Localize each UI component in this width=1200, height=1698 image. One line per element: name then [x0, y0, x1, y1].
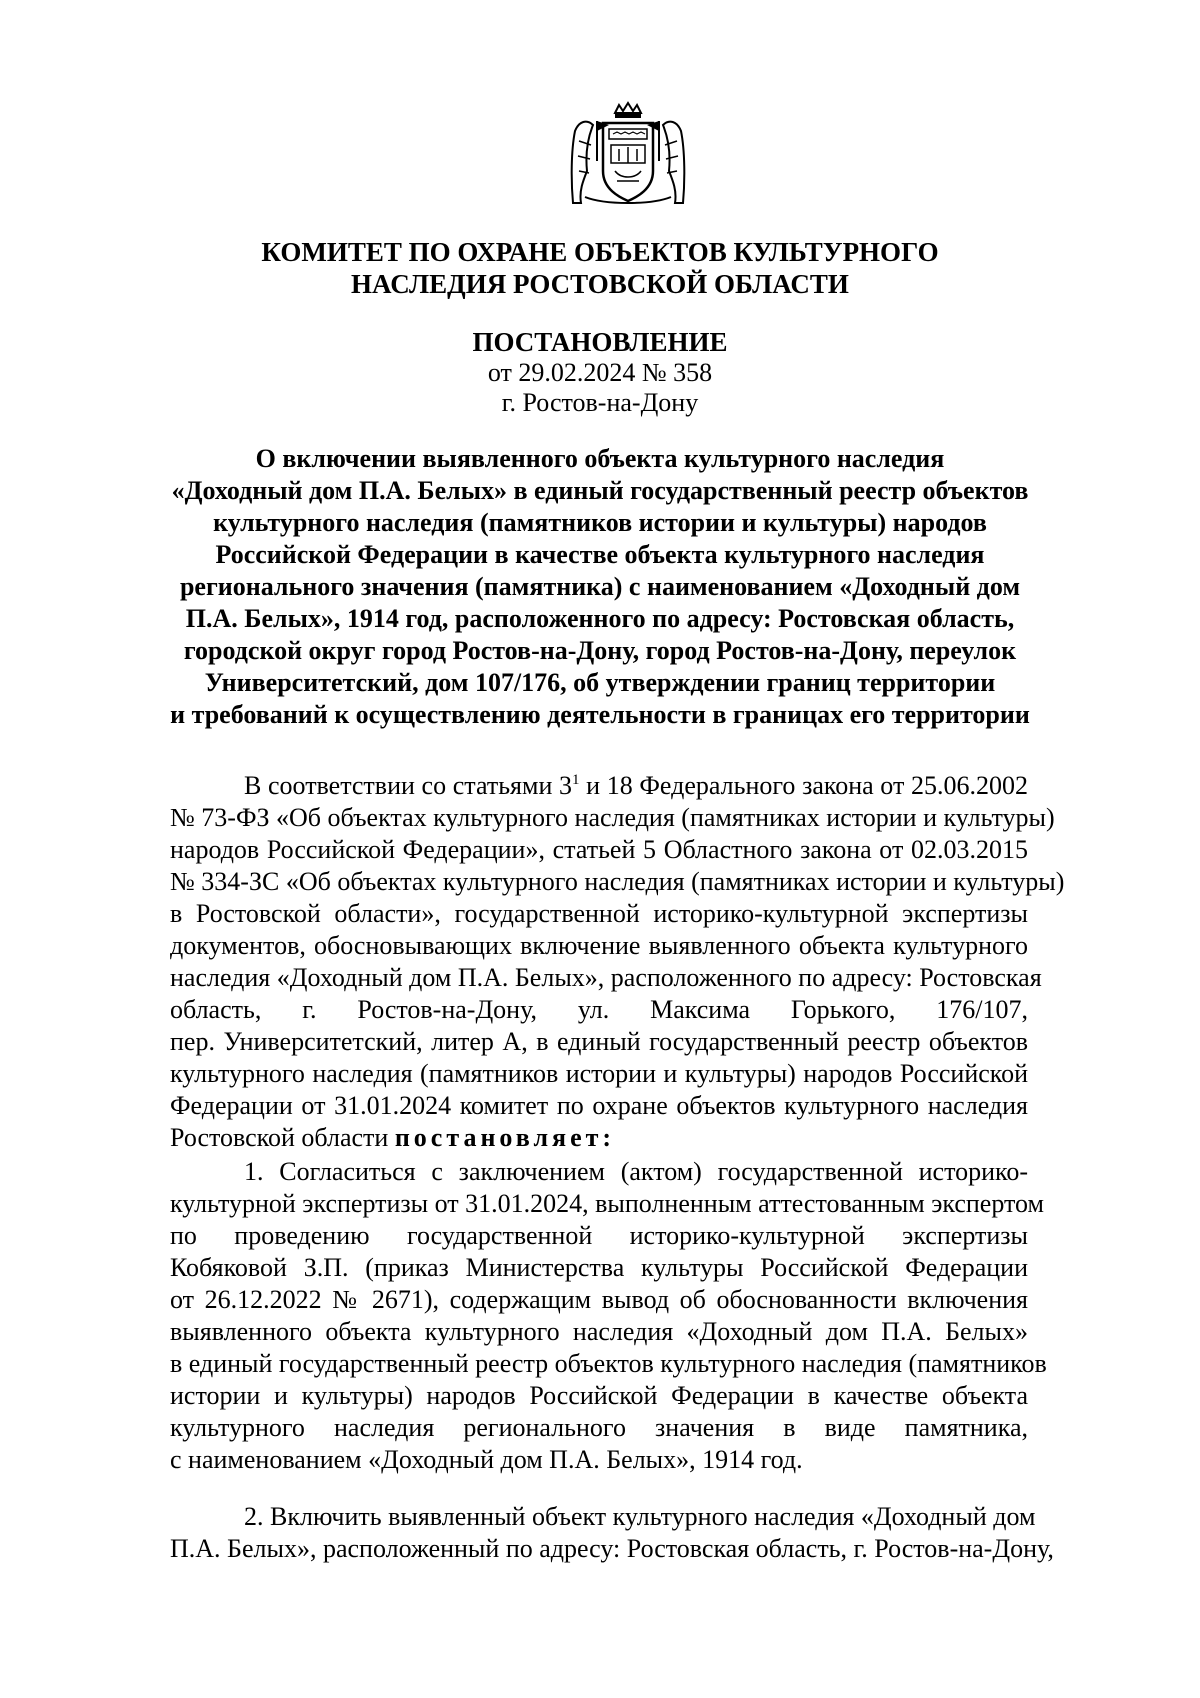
- clause-1: [170, 1156, 1047, 1476]
- clause-line: Кобяковой З.П. (приказ Министерства культуры Российской Федерации: [170, 1253, 1028, 1282]
- decree-city: г. Ростов-на-Дону: [501, 388, 699, 417]
- clause-line: 2. Включить выявленный объект культурного наследия «Доходный дом: [244, 1502, 1036, 1531]
- preamble-line: [170, 770, 1028, 802]
- resolves-word: постановляет:: [394, 1123, 616, 1152]
- preamble-line: документов, обосновывающих включение выявленного объекта культурного: [170, 931, 1028, 960]
- superscript-marker: 1: [572, 772, 580, 788]
- clause-line: выявленного объекта культурного наследия «Доходный дом П.А. Белых»: [170, 1317, 1028, 1346]
- subject-line: и требований к осуществлению деятельности в границах его территории: [170, 700, 1030, 729]
- preamble-text: и 18 Федерального закона от 25.06.2002: [579, 771, 1028, 800]
- clause-line: 1. Согласиться с заключением (актом) государственной историко-: [244, 1157, 1028, 1186]
- committee-line-2: НАСЛЕДИЯ РОСТОВСКОЙ ОБЛАСТИ: [351, 269, 849, 299]
- preamble-line: культурного наследия (памятников истории и культуры) народов Российской: [170, 1059, 1028, 1088]
- preamble-text: Ростовской области: [170, 1123, 395, 1152]
- subject-line: Университетский, дом 107/176, об утверждении границ территории: [204, 668, 996, 697]
- preamble-line: пер. Университетский, литер А, в единый государственный реестр объектов: [170, 1027, 1028, 1056]
- preamble-paragraph: [170, 770, 1065, 1154]
- clause-line: П.А. Белых», расположенный по адресу: Ростовская область, г. Ростов-на-Дону,: [170, 1534, 1054, 1563]
- decree-meta: [170, 358, 1030, 418]
- clause-line: в единый государственный реестр объектов культурного наследия (памятников: [170, 1349, 1047, 1378]
- preamble-line: область, г. Ростов-на-Дону, ул. Максима Горького, 176/107,: [170, 995, 1028, 1024]
- preamble-line: Федерации от 31.01.2024 комитет по охране объектов культурного наследия: [170, 1091, 1028, 1120]
- clause-line: с наименованием «Доходный дом П.А. Белых», 1914 год.: [170, 1445, 803, 1474]
- decree-subject: [165, 443, 1035, 731]
- preamble-line: наследия «Доходный дом П.А. Белых», расположенного по адресу: Ростовская: [170, 963, 1042, 992]
- subject-line: О включении выявленного объекта культурного наследия: [255, 444, 945, 473]
- clause-line: истории и культуры) народов Российской Федерации в качестве объекта: [170, 1381, 1028, 1410]
- preamble-text: В соответствии со статьями 3: [244, 771, 573, 800]
- coat-of-arms-emblem: [565, 101, 691, 209]
- document-type: ПОСТАНОВЛЕНИЕ: [472, 327, 728, 357]
- clause-line: по проведению государственной историко-культурной экспертизы: [170, 1221, 1028, 1250]
- subject-line: «Доходный дом П.А. Белых» в единый государственный реестр объектов: [171, 476, 1029, 505]
- subject-line: культурного наследия (памятников истории и культуры) народов: [213, 508, 987, 537]
- preamble-line: № 73-ФЗ «Об объектах культурного наследия (памятниках истории и культуры): [170, 803, 1055, 832]
- clause-line: культурной экспертизы от 31.01.2024, выполненным аттестованным экспертом: [170, 1189, 1044, 1218]
- subject-line: Российской Федерации в качестве объекта культурного наследия: [215, 540, 985, 569]
- subject-line: регионального значения (памятника) с наименованием «Доходный дом: [179, 572, 1021, 601]
- committee-name: [170, 236, 1030, 300]
- committee-line-1: КОМИТЕТ ПО ОХРАНЕ ОБЪЕКТОВ КУЛЬТУРНОГО: [261, 237, 939, 267]
- decree-date-number: от 29.02.2024 № 358: [487, 358, 713, 387]
- preamble-line: в Ростовской области», государственной историко-культурной экспертизы: [170, 899, 1028, 928]
- preamble-line: народов Российской Федерации», статьей 5 Областного закона от 02.03.2015: [170, 835, 1028, 864]
- subject-line: городской округ город Ростов-на-Дону, город Ростов-на-Дону, переулок: [183, 636, 1017, 665]
- preamble-line: № 334-ЗС «Об объектах культурного наследия (памятниках истории и культуры): [170, 867, 1065, 896]
- subject-line: П.А. Белых», 1914 год, расположенного по адресу: Ростовская область,: [185, 604, 1015, 633]
- clause-line: культурного наследия регионального значения в виде памятника,: [170, 1413, 1028, 1442]
- clause-line: от 26.12.2022 № 2671), содержащим вывод об обоснованности включения: [170, 1285, 1028, 1314]
- preamble-line: [170, 1122, 1028, 1154]
- clause-2: [170, 1501, 1054, 1565]
